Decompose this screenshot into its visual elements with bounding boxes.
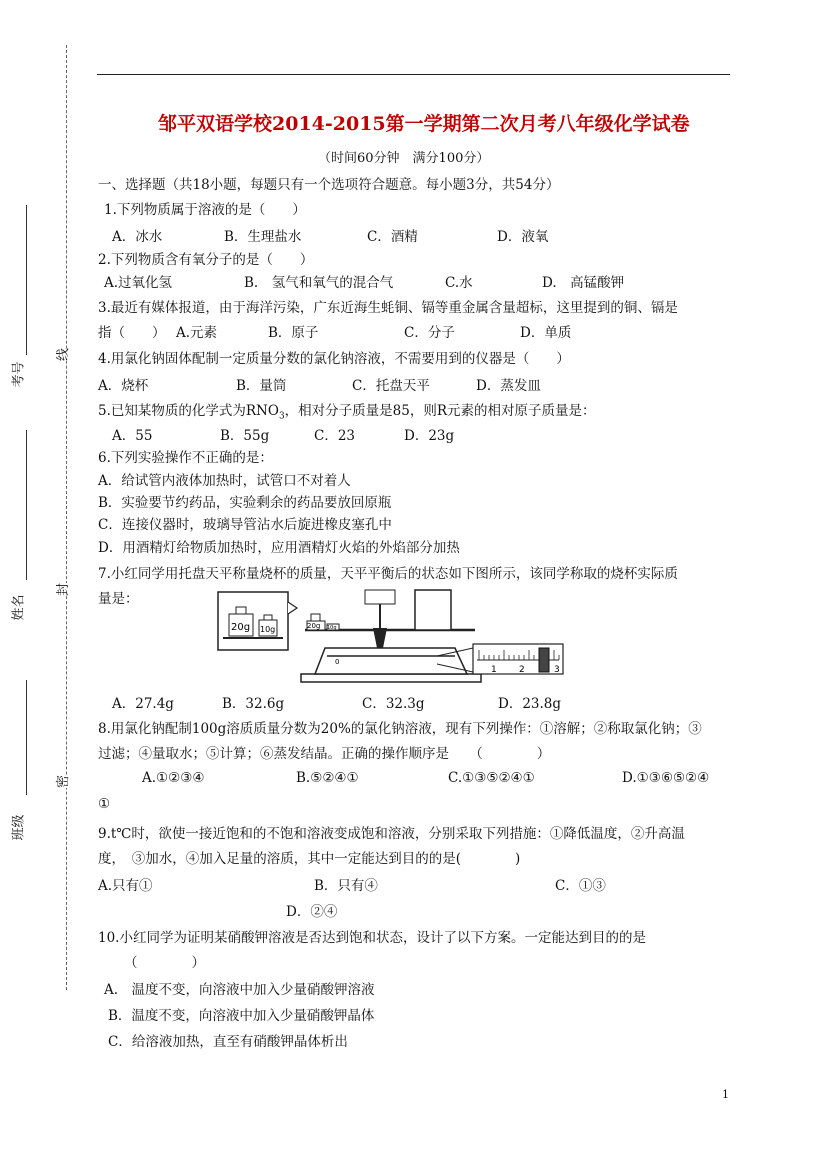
balance-figure — [215, 588, 567, 684]
q9-option-a: A.只有① — [98, 878, 153, 894]
weight-knob-20 — [311, 614, 320, 621]
q9-option-d: D．②④ — [286, 904, 338, 920]
weight-knob-20-inset — [236, 607, 246, 614]
question-9-stem: 9.t℃时，欲使一接近饱和的不饱和溶液变成饱和溶液，分别采取下列措施：①降低温度，②升高温 — [98, 826, 685, 842]
mark-line: 线 — [52, 348, 71, 361]
balance-base — [301, 674, 481, 682]
sidebar-name: 姓名 — [11, 594, 27, 621]
q9-option-b: B．只有④ — [314, 878, 378, 894]
q6-option-d: D．用酒精灯给物质加热时，应用酒精灯火焰的外焰部分加热 — [98, 540, 460, 556]
q7-option-d: D．23.8g — [498, 696, 562, 712]
question-4-stem: 4.用氯化钠固体配制一定质量分数的氯化钠溶液，不需要用到的仪器是（ ） — [98, 351, 570, 367]
q1-option-c: C．酒精 — [367, 229, 418, 245]
exam-no-underline — [26, 205, 27, 355]
q4-option-c: C．托盘天平 — [352, 378, 430, 394]
class-underline — [26, 680, 27, 795]
question-3-stem: 3.最近有媒体报道，由于海洋污染，广东近海生蚝铜、镉等重金属含量超标，这里提到的铜、镉是 — [98, 300, 678, 316]
label-10g: 10g — [327, 625, 337, 631]
q2-option-a: A.过氧化氢 — [104, 275, 173, 291]
weight-knob-10-inset — [264, 615, 272, 620]
q7-option-a: A．27.4g — [112, 696, 174, 712]
question-10-paren: （ ） — [124, 955, 205, 971]
q10-option-b: B．温度不变，向溶液中加入少量硝酸钾晶体 — [108, 1008, 375, 1024]
q6-option-a: A．给试管内液体加热时，试管口不对着人 — [98, 473, 351, 489]
scale-label-3: 3 — [554, 665, 560, 675]
page-subtitle: （时间60分钟 满分100分） — [318, 151, 490, 166]
q7-option-c: C．32.3g — [362, 696, 425, 712]
mark-seal: 封 — [52, 583, 71, 596]
question-7-stem: 7.小红同学用托盘天平称量烧杯的质量，天平平衡后的状态如下图所示，该同学称取的烧杯实际质 — [98, 566, 678, 582]
beam-zero: 0 — [335, 658, 340, 666]
q5-stem-sub: 3 — [278, 411, 285, 422]
q1-option-d: D．液氧 — [497, 229, 549, 245]
page-title: 邹平双语学校2014-2015第一学期第二次月考八年级化学试卷 — [158, 113, 690, 135]
q5-option-a: A．55 — [112, 428, 153, 444]
q6-option-b: B．实验要节约药品，实验剩余的药品要放回原瓶 — [98, 495, 392, 511]
q3-option-b: B．原子 — [268, 325, 319, 341]
question-5-stem — [98, 399, 596, 422]
q2-option-d: D. 高锰酸钾 — [542, 275, 625, 291]
balance-pillar — [373, 628, 387, 648]
q4-option-d: D．蒸发皿 — [476, 378, 541, 394]
q4-option-a: A．烧杯 — [98, 378, 149, 394]
question-2-stem: 2.下列物质含有氧分子的是（ ） — [98, 252, 314, 268]
mark-secret: 密 — [52, 775, 71, 788]
q3-option-d: D．单质 — [520, 325, 572, 341]
q5-option-c: C．23 — [314, 428, 356, 444]
rider — [539, 648, 549, 672]
q5-stem-pre: 5.已知某物质的化学式为RNO — [98, 403, 279, 419]
q1-option-b: B．生理盐水 — [224, 229, 302, 245]
q3-option-a: A.元素 — [176, 325, 218, 341]
question-8-stem-cont: 过滤；④量取水；⑤计算；⑥蒸发结晶。正确的操作顺序是 （ ） — [98, 746, 551, 762]
sidebar-exam-no: 考号 — [11, 361, 27, 388]
inset-pointer — [288, 602, 297, 614]
q9-option-c: C．①③ — [555, 878, 606, 894]
question-1-stem: 1.下列物质属于溶液的是（ ） — [104, 202, 306, 218]
q4-option-b: B．量筒 — [236, 378, 287, 394]
q10-option-a: A. 温度不变，向溶液中加入少量硝酸钾溶液 — [104, 982, 375, 998]
q8-option-b: B.⑤②④① — [296, 770, 359, 786]
q2-option-c: C.水 — [445, 275, 473, 291]
label-20g-inset: 20g — [231, 622, 251, 633]
q5-option-b: B．55g — [220, 428, 270, 444]
q5-stem-post: ，相对分子质量是85，则R元素的相对原子质量是： — [284, 403, 596, 419]
sidebar-class: 班级 — [11, 814, 27, 841]
question-7-stem-cont: 量是： — [98, 591, 139, 607]
q8-option-d: D.①③⑥⑤②④ — [622, 770, 710, 786]
q6-option-c: C．连接仪器时，玻璃导管沾水后旋进橡皮塞孔中 — [98, 517, 392, 533]
question-3-stem-cont: 指（ ） — [98, 325, 166, 341]
q7-option-b: B．32.6g — [222, 696, 285, 712]
q1-option-a: A．冰水 — [112, 229, 163, 245]
question-8-stem: 8.用氯化钠配制100g溶质质量分数为20%的氯化钠溶液，现有下列操作：①溶解；②称取氯化钠；③ — [98, 721, 702, 737]
q5-option-d: D．23g — [404, 428, 455, 444]
q2-option-b: B. 氢气和氧气的混合气 — [244, 275, 394, 291]
q10-option-c: C．给溶液加热，直至有硝酸钾晶体析出 — [108, 1034, 348, 1050]
q8-option-c: C.①③⑤②④① — [448, 770, 535, 786]
question-10-stem: 10.小红同学为证明某硝酸钾溶液是否达到饱和状态，设计了以下方案。一定能达到目的的是 — [98, 930, 646, 946]
header-rule — [97, 74, 730, 75]
q3-option-c: C．分子 — [404, 325, 455, 341]
question-9-stem-cont: 度， ③加水，④加入足量的溶质，其中一定能达到目的的是( ) — [98, 851, 521, 867]
beaker — [415, 590, 451, 630]
question-6-stem: 6.下列实验操作不正确的是： — [98, 450, 273, 466]
label-20g: 20g — [307, 622, 321, 630]
binding-dashed-line — [66, 45, 67, 990]
q8-option-a: A.①②③④ — [142, 770, 205, 786]
q8-option-d-wrap: ① — [98, 796, 111, 812]
label-10g-inset: 10g — [260, 625, 276, 634]
scale-label-1: 1 — [491, 665, 497, 675]
balance-dial — [365, 590, 395, 604]
name-underline — [26, 430, 27, 580]
scale-label-2: 2 — [519, 665, 525, 675]
page-number: 1 — [722, 1088, 729, 1101]
section-heading: 一、选择题（共18小题，每题只有一个选项符合题意。每小题3分，共54分） — [98, 177, 560, 193]
